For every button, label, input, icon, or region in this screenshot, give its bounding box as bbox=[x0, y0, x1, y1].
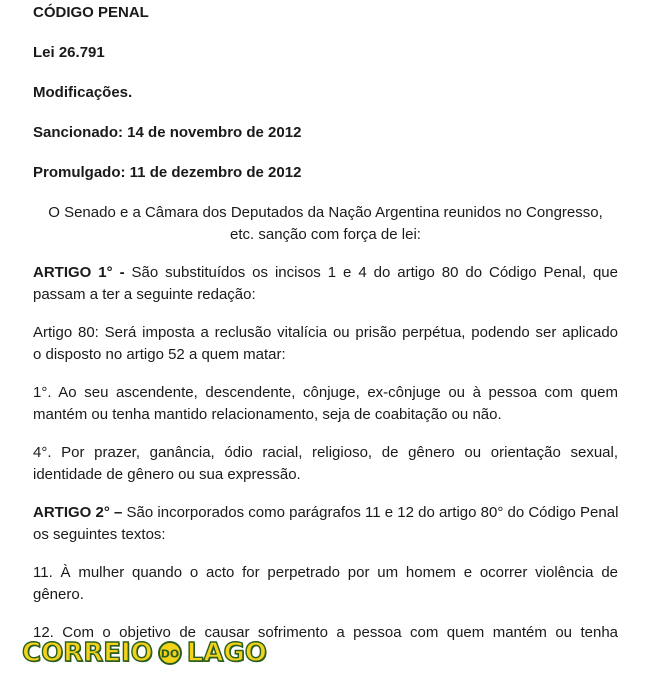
paragraph-11 bbox=[33, 562, 618, 606]
inciso-4-line: identidade de gênero ou sua expressão. bbox=[33, 466, 301, 483]
article-1 bbox=[33, 262, 618, 306]
article-2-label: ARTIGO 2° – bbox=[33, 504, 123, 521]
article-2-text: São incorporados como parágrafos 11 e 12 do artigo 80° do Código Penal bbox=[126, 504, 619, 521]
law-number: Lei 26.791 bbox=[33, 44, 105, 61]
article-2 bbox=[33, 502, 618, 546]
inciso-1-line: 1°. Ao seu ascendente, descendente, cônjuge, ex-cônjuge ou à pessoa com quem bbox=[33, 384, 618, 401]
inciso-4-line: 4°. Por prazer, ganância, ódio racial, religioso, de gênero ou orientação sexual, bbox=[33, 444, 618, 461]
promulgated-date: Promulgado: 11 de dezembro de 2012 bbox=[33, 164, 302, 181]
paragraph-11-line: 11. À mulher quando o acto for perpetrado por um homem e ocorrer violência de bbox=[33, 564, 618, 581]
article-1-text-cont: passam a ter a seguinte redação: bbox=[33, 286, 256, 303]
article-1-label: ARTIGO 1° - bbox=[33, 264, 125, 281]
correio-do-lago-watermark bbox=[22, 638, 267, 668]
watermark-text-right: LAGO bbox=[186, 638, 267, 668]
article-2-text-cont: os seguintes textos: bbox=[33, 526, 166, 543]
article-80-line: Artigo 80: Será imposta a reclusão vitalícia ou prisão perpétua, podendo ser aplicado bbox=[33, 324, 618, 341]
inciso-1 bbox=[33, 382, 618, 426]
preamble-line: etc. sanção com força de lei: bbox=[230, 226, 421, 243]
document-title: CÓDIGO PENAL bbox=[33, 4, 149, 21]
paragraph-12-line: 12. Com o objetivo de causar sofrimento a pessoa com quem mantém ou tenha bbox=[33, 624, 618, 641]
preamble-line: O Senado e a Câmara dos Deputados da Nação Argentina reunidos no Congresso, bbox=[48, 204, 603, 221]
article-80-line: o disposto no artigo 52 a quem matar: bbox=[33, 346, 286, 363]
modifications-heading: Modificações. bbox=[33, 84, 133, 101]
article-1-text: São substituídos os incisos 1 e 4 do artigo 80 do Código Penal, que bbox=[131, 264, 618, 281]
paragraph-11-line: gênero. bbox=[33, 586, 84, 603]
svg-text:DO: DO bbox=[160, 647, 180, 661]
article-80 bbox=[33, 322, 618, 366]
inciso-4 bbox=[33, 442, 618, 486]
do-logo-icon bbox=[157, 640, 183, 666]
watermark-text-left: CORREIO bbox=[22, 638, 153, 668]
sanctioned-date: Sancionado: 14 de novembro de 2012 bbox=[33, 124, 302, 141]
preamble bbox=[33, 202, 618, 246]
inciso-1-line: mantém ou tenha mantido relacionamento, seja de coabitação ou não. bbox=[33, 406, 502, 423]
